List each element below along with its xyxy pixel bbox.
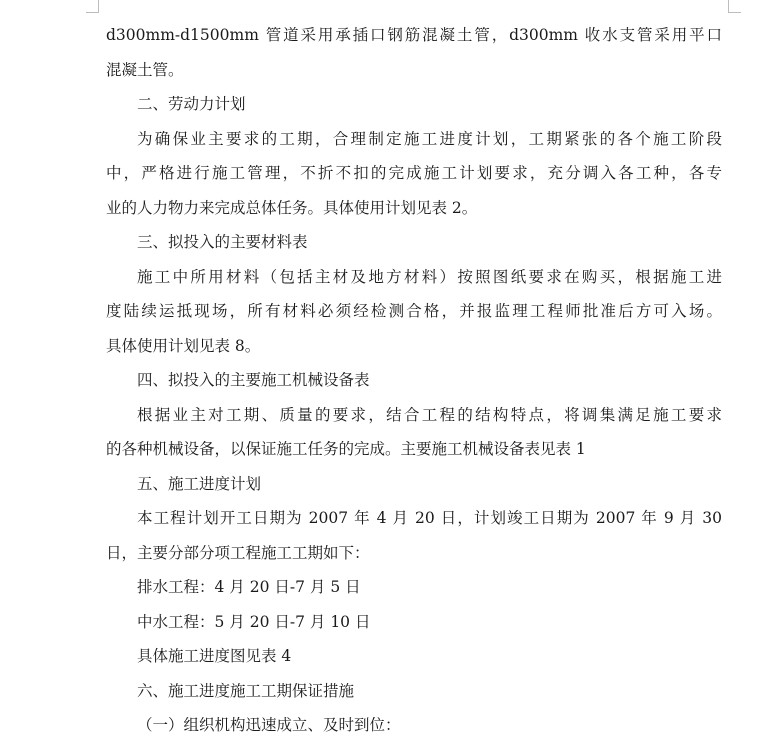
paragraph-line: 本工程计划开工日期为 2007 年 4 月 20 日，计划竣工日期为 2007 年 9 月 30 xyxy=(137,509,722,527)
paragraph-line: 施工中所用材料（包括主材及地方材料）按照图纸要求在购买，根据施工进 xyxy=(137,267,722,286)
paragraph-line: 日，主要分部分项工程施工工期如下： xyxy=(106,543,370,562)
paragraph-line: 业的人力物力来完成总体任务。具体使用计划见表 2。 xyxy=(106,198,478,217)
document-body xyxy=(106,18,722,743)
paragraph-line: 根据业主对工期、质量的要求，结合工程的结构特点，将调集满足施工要求 xyxy=(137,405,722,424)
paragraph-line: 具体使用计划见表 8。 xyxy=(106,336,261,355)
subsection-heading-organization: （一）组织机构迅速成立、及时到位： xyxy=(137,716,401,734)
section-heading-materials: 三、拟投入的主要材料表 xyxy=(137,233,308,251)
schedule-reference: 具体施工进度图见表 4 xyxy=(137,647,292,665)
paragraph-line: 为确保业主要求的工期，合理制定施工进度计划，工期紧张的各个施工阶段 xyxy=(137,129,722,148)
paragraph-line: 中，严格进行施工管理，不折不扣的完成施工计划要求，充分调入各工种，各专 xyxy=(106,164,722,182)
section-heading-guarantee: 六、施工进度施工工期保证措施 xyxy=(137,681,355,700)
margin-corner-mark-left xyxy=(86,0,99,13)
schedule-item-reclaimed-water: 中水工程：5 月 20 日-7 月 10 日 xyxy=(137,612,371,631)
paragraph-line: 的各种机械设备，以保证施工任务的完成。主要施工机械设备表见表 1 xyxy=(106,440,586,458)
section-heading-equipment: 四、拟投入的主要施工机械设备表 xyxy=(137,371,370,389)
paragraph-line: 度陆续运抵现场，所有材料必须经检测合格，并报监理工程师批准后方可入场。 xyxy=(106,302,722,320)
section-heading-labor-plan: 二、劳动力计划 xyxy=(137,95,246,113)
paragraph-line: 混凝土管。 xyxy=(106,60,184,79)
schedule-item-drainage: 排水工程：4 月 20 日-7 月 5 日 xyxy=(137,578,361,596)
paragraph-line: d300mm-d1500mm 管道采用承插口钢筋混凝土管，d300mm 收水支管采用平口 xyxy=(106,26,722,44)
section-heading-schedule: 五、施工进度计划 xyxy=(137,474,262,493)
margin-corner-mark-right xyxy=(728,0,741,13)
